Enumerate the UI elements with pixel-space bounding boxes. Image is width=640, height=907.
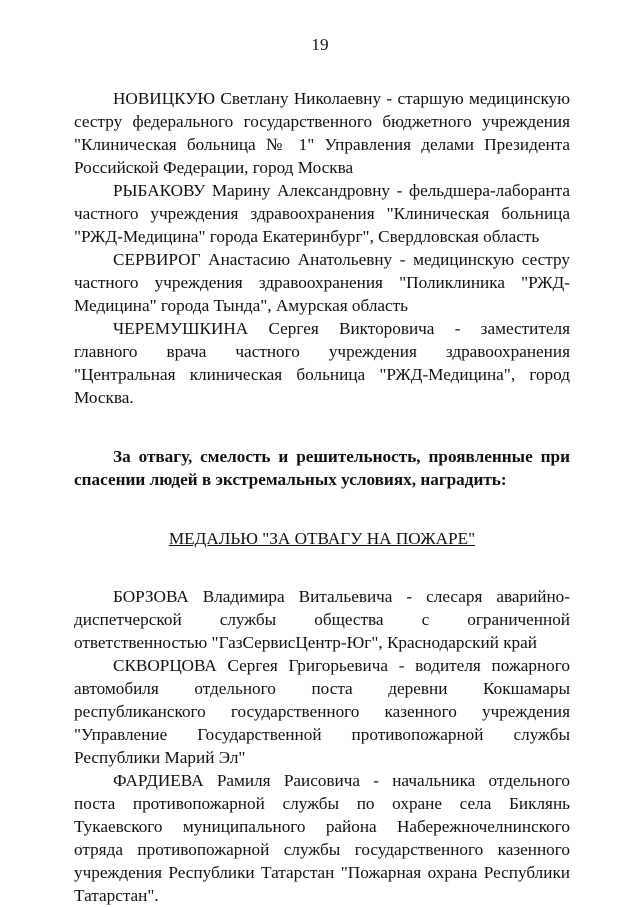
award-entry-rybakova: РЫБАКОВУ Марину Александровну - фельдшера-лаборанта частного учреждения здравоохранения "Клиническая больница "РЖД-Медицина" города Екатеринбург", Свердловская область bbox=[74, 181, 570, 246]
award-entry-cheremushkin: ЧЕРЕМУШКИНА Сергея Викторовича - заместителя главного врача частного учреждения здравоохранения "Центральная клиническая больница "РЖД-Медицина", город Москва. bbox=[74, 319, 570, 407]
award-heading: За отвагу, смелость и решительность, проявленные при спасении людей в экстремальных условиях, наградить: bbox=[74, 447, 570, 489]
award-entry-skvortsov: СКВОРЦОВА Сергея Григорьевича - водителя пожарного автомобиля отдельного поста деревни Кокшамары республиканского государственного казенного учреждения "Управление Государственной противопожарной службы Республики Марий Эл" bbox=[74, 656, 570, 767]
award-entry-fardiev: ФАРДИЕВА Рамиля Раисовича - начальника отдельного поста противопожарной службы по охране села Биклянь Тукаевского муниципального района Набережночелнинского отряда противопожарной службы государственного казенного учреждения Республики Татарстан "Пожарная охрана Республики Татарстан". bbox=[74, 771, 570, 905]
medal-recipients bbox=[74, 585, 570, 907]
award-entry-novitskaya: НОВИЦКУЮ Светлану Николаевну - старшую медицинскую сестру федерального государственного бюджетного учреждения "Клиническая больница № 1" Управления делами Президента Российской Федерации, город Москва bbox=[74, 89, 570, 177]
award-entry-borzov: БОРЗОВА Владимира Витальевича - слесаря аварийно-диспетчерской службы общества с ограниченной ответственностью "ГазСервисЦентр-Юг", Краснодарский край bbox=[74, 587, 570, 652]
medal-title: МЕДАЛЬЮ "ЗА ОТВАГУ НА ПОЖАРЕ" bbox=[168, 529, 476, 548]
page-number: 19 bbox=[311, 35, 329, 54]
award-entry-servirog: СЕРВИРОГ Анастасию Анатольевну - медицинскую сестру частного учреждения здравоохранения "Поликлиника "РЖД-Медицина" города Тында", Амурская область bbox=[74, 250, 570, 315]
document-body bbox=[74, 87, 570, 907]
